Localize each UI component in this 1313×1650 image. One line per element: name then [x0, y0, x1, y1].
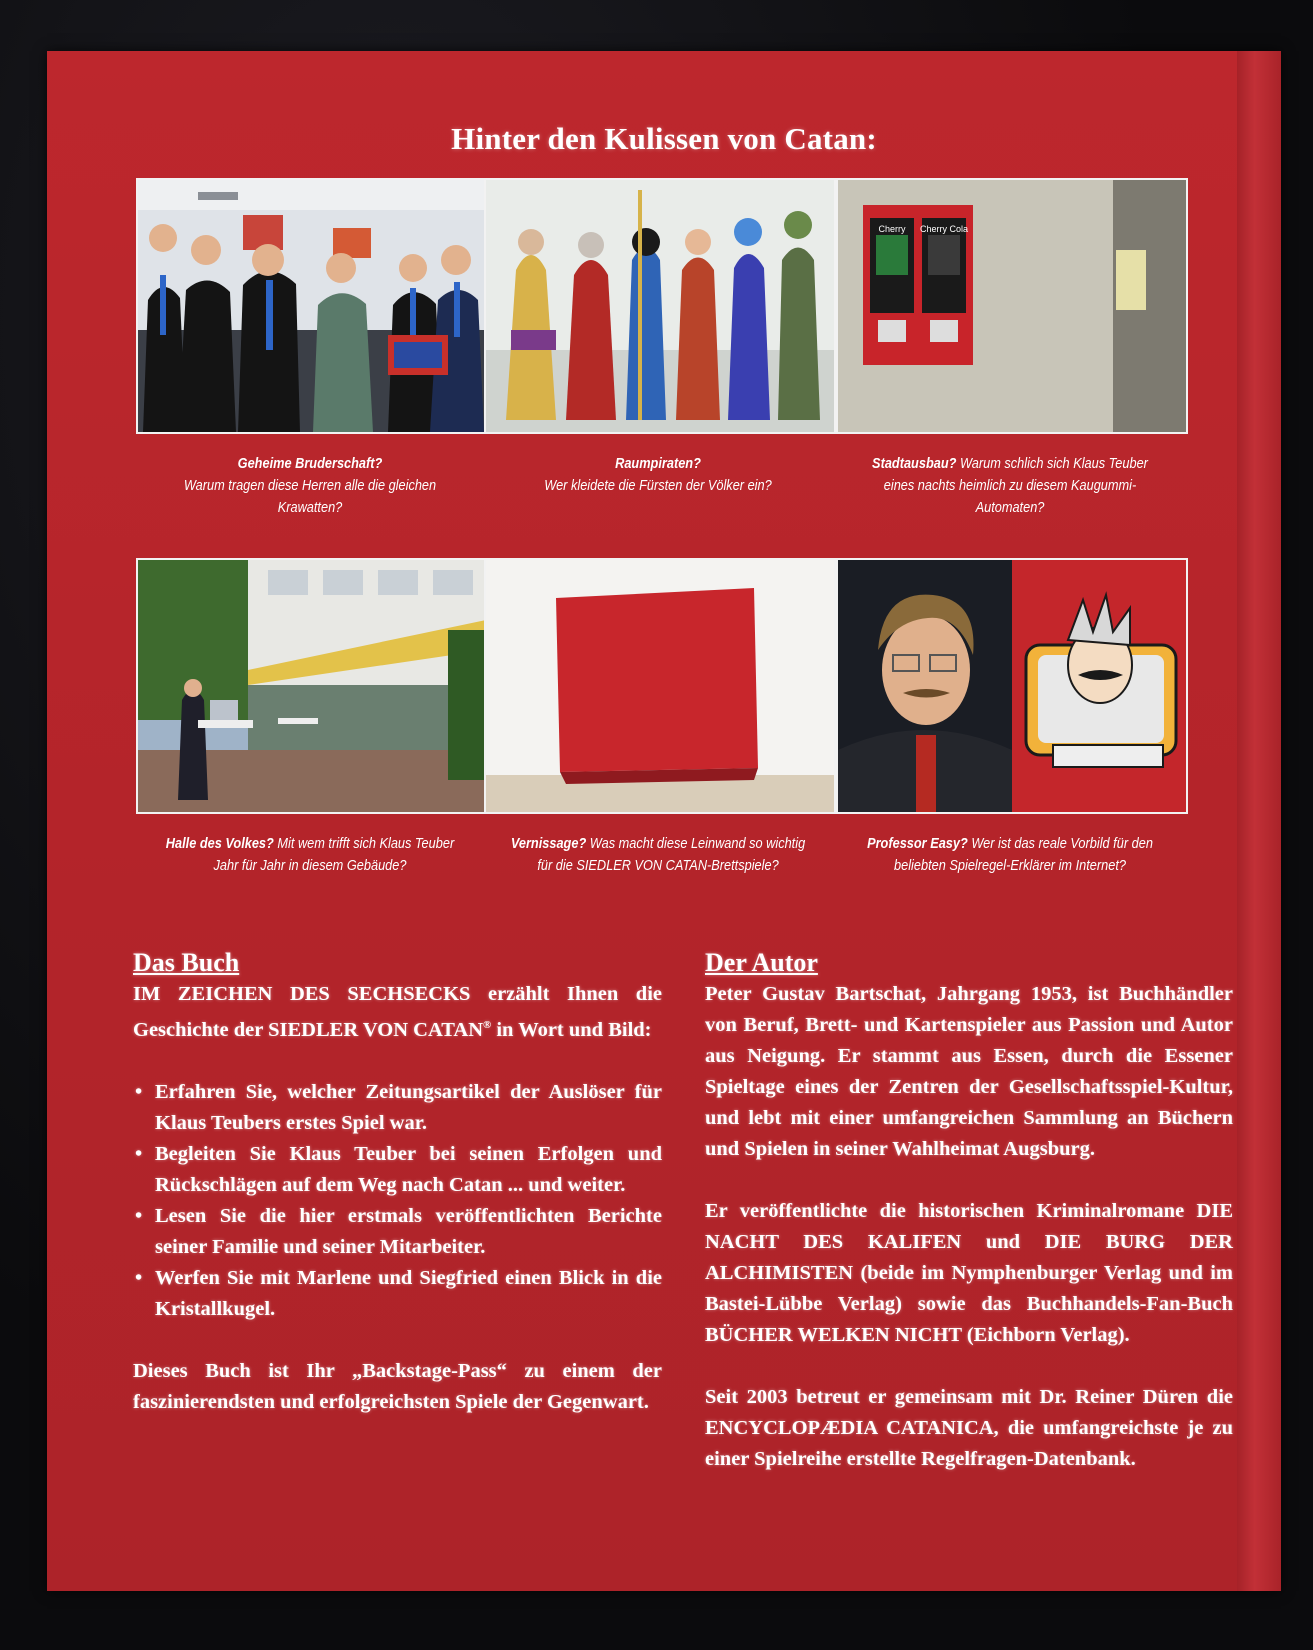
author-column: [705, 947, 1233, 1475]
caption-3: [856, 453, 1164, 519]
section-heading: Hinter den Kulissen von Catan:: [451, 121, 877, 156]
caption-6-title: Professor Easy?: [867, 836, 968, 852]
photo-men-with-ties: [136, 178, 488, 434]
photo-building-terrace: [136, 558, 488, 814]
caption-4-text: Mit wem trifft sich Klaus Teuber Jahr für Jahr in diesem Gebäude?: [213, 836, 455, 874]
caption-5-title: Vernissage?: [510, 836, 587, 852]
author-paragraph: Er veröffentlichte die historischen Kriminalromane DIE NACHT DES KALIFEN und DIE BURG DER ALCHIMISTEN (beide im Nymphenburger Verlag und im Bastei-Lübbe Verlag) sowie das Buchhandels-Fan-Buch BÜCHER WELKEN NICHT (Eichborn Verlag).: [705, 1200, 1233, 1346]
book-intro-text-end: in Wort und Bild:: [491, 1018, 652, 1041]
caption-4-title: Halle des Volkes?: [165, 836, 274, 852]
machine-label-right: Cherry Cola: [919, 224, 969, 234]
author-paragraph: Seit 2003 betreut er gemeinsam mit Dr. Reiner Düren die ENCYCLOPÆDIA CATANICA, die umfangreichste je zu einer Spielreihe erstellte Regelfragen-Datenbank.: [705, 1386, 1233, 1470]
caption-1: [156, 453, 464, 519]
caption-1-text: Warum tragen diese Herren alle die gleichen Krawatten?: [183, 478, 437, 516]
caption-2-title: Raumpiraten?: [615, 456, 701, 472]
photo-gum-machine: [836, 178, 1188, 434]
machine-label-left: Cherry: [878, 224, 906, 234]
book-intro-text: IM ZEICHEN DES SECHSECKS erzählt Ihnen die Geschichte der SIEDLER VON CATAN: [133, 983, 662, 1041]
book-bullet: • Erfahren Sie, welcher Zeitungsartikel der Auslöser für Klaus Teubers erstes Spiel war.: [133, 1077, 662, 1139]
book-bullet-list: [133, 1077, 662, 1325]
book-bullet: • Lesen Sie die hier erstmals veröffentlichten Berichte seiner Familie und seiner Mitarbeiter.: [133, 1201, 662, 1263]
book-closing: Dieses Buch ist Ihr „Backstage-Pass“ zu einem der faszinierendsten und erfolgreichsten Spiele der Gegenwart.: [133, 1359, 662, 1413]
caption-1-title: Geheime Bruderschaft?: [237, 456, 383, 472]
caption-6-text: Wer ist das reale Vorbild für den beliebten Spielregel-Erklärer im Internet?: [894, 836, 1153, 874]
photo-red-canvas: [484, 558, 836, 814]
caption-2-text: Wer kleidete die Fürsten der Völker ein?: [544, 478, 772, 494]
caption-3-text: Warum schlich sich Klaus Teuber eines nachts heimlich zu diesem Kaugummi-Automaten?: [883, 456, 1148, 516]
photo-costumed-figures: [484, 178, 836, 434]
caption-6: [856, 833, 1164, 877]
book-bullet: • Werfen Sie mit Marlene und Siegfried einen Blick in die Kristallkugel.: [133, 1263, 662, 1325]
caption-3-title: Stadtausbau?: [872, 456, 957, 472]
book-spine-edge: [1237, 51, 1281, 1591]
caption-2: [504, 453, 812, 497]
registered-mark: ®: [483, 1019, 492, 1031]
caption-4: [156, 833, 464, 877]
book-column: [133, 947, 662, 1418]
book-back-cover: [47, 51, 1281, 1591]
author-heading: Der Autor: [705, 948, 818, 977]
book-intro: [133, 979, 662, 1046]
caption-5: [504, 833, 812, 877]
caption-5-text: Was macht diese Leinwand so wichtig für die SIEDLER VON CATAN-Brettspiele?: [537, 836, 806, 874]
book-heading: Das Buch: [133, 948, 240, 977]
photo-professor-easy: [836, 558, 1188, 814]
author-paragraph: Peter Gustav Bartschat, Jahrgang 1953, ist Buchhändler von Beruf, Brett- und Kartenspieler aus Passion und Autor aus Neigung. Er stammt aus Essen, durch die Essener Spieltage eines der Zentren der Gesellschaftsspiel-Kultur, und lebt mit einer umfangreichen Sammlung an Büchern und Spielen in seiner Wahlheimat Augsburg.: [705, 983, 1233, 1160]
book-bullet: • Begleiten Sie Klaus Teuber bei seinen Erfolgen und Rückschlägen auf dem Weg nach Catan ... und weiter.: [133, 1139, 662, 1201]
